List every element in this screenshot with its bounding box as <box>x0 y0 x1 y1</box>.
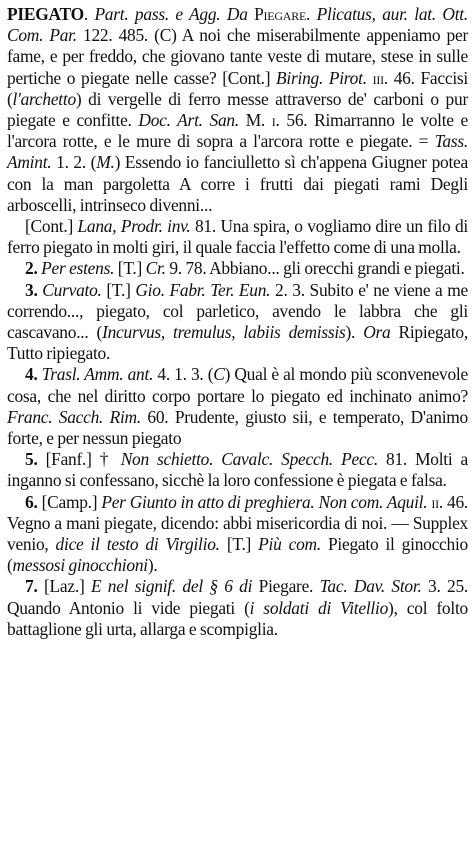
entry-headword-paragraph <box>7 4 468 216</box>
text-run: M. <box>238 110 272 131</box>
text-run: 1. 2. ( <box>51 152 97 173</box>
text-run: . <box>306 4 317 24</box>
text-run: 60. Prudente, giusto sii, e temperato, D'animo forte, e per nessun piegato <box>7 406 469 449</box>
text-run: ) Essendo io fanciulletto sì ch'appena Giugner potea con la man pargoletta A corre i frutti dai piegati rami Degli arboscelli, intrinseco divenni... <box>7 152 468 215</box>
text-run: ) Qual è al mondo più sconvenevole cosa, che nel diritto corpo portare lo piegato ed inchinato animo? <box>7 364 468 406</box>
text-run: Tass. Amint. <box>7 131 468 173</box>
text-run: dice il testo di Virgilio. <box>55 534 220 555</box>
sense-4-paragraph <box>7 364 468 449</box>
text-run: 4. 1. 3. ( <box>153 364 214 385</box>
sense-7-paragraph <box>7 576 468 640</box>
text-run: PIEGATO <box>7 4 84 24</box>
text-run: 5. <box>25 449 46 470</box>
text-run: Plicatus, aur. lat. Ott. Com. Par. <box>7 4 468 46</box>
text-run: l'archetto <box>12 88 76 109</box>
text-run: C <box>213 364 225 385</box>
text-run: i <box>271 110 276 131</box>
text-run: [Fanf.] † <box>45 449 121 470</box>
text-run: 2. <box>25 258 42 279</box>
sense-2-paragraph <box>7 258 468 279</box>
text-run: M. <box>96 152 115 173</box>
text-run: 81. Molti a inganno si confessano, sicchè la loro confessione è piegata e falsa. <box>7 449 468 491</box>
text-run: ). <box>147 555 158 576</box>
entry-citation-paragraph <box>7 216 468 258</box>
text-run: Tac. Dav. Stor. <box>319 576 422 597</box>
text-run: Part. pass. e Agg. Da <box>94 4 255 24</box>
text-run: 2. 3. Subito e' ne viene a me correndo..., piegato, col parletico, avendo le labbra che gli cascavano... ( <box>7 279 468 343</box>
text-run: i soldati di Vitellio <box>249 597 389 618</box>
sense-3-paragraph <box>7 280 468 365</box>
text-run: Più com. <box>258 534 321 555</box>
text-run: [Cont.] <box>25 216 78 237</box>
text-run: iii <box>372 67 384 88</box>
text-run: ). <box>345 322 364 343</box>
text-run: messosi ginocchioni <box>12 555 148 576</box>
text-run: . 56. Rimarranno le volte e l'arcora rotte, e le mure di sopra a l'arcora rotte e piegate. = <box>7 110 468 152</box>
text-run: Curvato. <box>42 279 102 300</box>
text-run: Ora <box>363 322 391 343</box>
text-run: Ripiegato, Tutto ripiegato. <box>7 322 468 364</box>
sense-6-paragraph <box>7 492 468 577</box>
text-run: [Laz.] <box>44 576 91 597</box>
text-run: 6. <box>25 491 42 512</box>
text-run: [T.] <box>114 258 146 279</box>
text-run: Piegare. <box>252 576 320 597</box>
text-run: 9. 78. Abbiano... gli orecchi grandi e piegati. <box>165 258 465 279</box>
text-run: ii <box>431 491 439 512</box>
text-run: [T.] <box>101 279 136 300</box>
text-run: Franc. Sacch. Rim. <box>7 406 141 427</box>
text-run: ), col folto battaglione gli urta, allarga e scompiglia. <box>7 597 468 639</box>
text-run: . 46. Faccisi ( <box>7 67 468 109</box>
text-run: Trasl. Amm. ant. <box>41 364 154 385</box>
text-run: 81. Una spira, o vogliamo dire un filo di ferro piegato in molti giri, il quale faccia l'effetto come di una molla. <box>7 216 468 258</box>
text-run: . <box>83 4 95 24</box>
text-run: Gio. Fabr. Ter. Eun. <box>135 279 271 300</box>
text-run: E nel signif. del § 6 di <box>90 576 253 597</box>
text-run: Incurvus, tremulus, labiis demissis <box>102 322 346 343</box>
text-run: Cr. <box>145 258 166 279</box>
sense-5-paragraph <box>7 449 468 491</box>
text-run: Doc. Art. San. <box>138 110 239 131</box>
text-run: 122. 485. (C) A noi che miserabilmente appeniamo per fame, e per freddo, che giovano tante veste di mutare, stese in sulle pertiche o piegate nelle casse? [Cont.] <box>7 25 468 88</box>
text-run: Piegato il ginocchio ( <box>7 534 468 576</box>
text-run: Piegare <box>254 4 307 24</box>
text-run: 4. <box>25 364 42 385</box>
text-run: ) di vergelle di ferro messe attraverso de' carboni o pur piegate e confitte. <box>7 88 468 131</box>
text-run: Per estens. <box>41 258 115 279</box>
text-run: Lana, Prodr. inv. <box>77 216 191 237</box>
text-run: . 46. Vegno a mani piegate, dicendo: abbi misericordia di noi. — Supplex venio, <box>7 491 468 555</box>
text-run: 7. <box>25 576 44 597</box>
text-run: [T.] <box>219 534 259 555</box>
text-run: Biring. Pirot. <box>276 67 367 88</box>
text-run: Per Giunto in atto di preghiera. Non com. Aquil. <box>101 491 428 512</box>
text-run: 3. 25. Quando Antonio li vide piegati ( <box>7 576 468 618</box>
text-run: 3. <box>25 279 43 300</box>
text-run: [Camp.] <box>41 491 102 512</box>
text-run: Non schietto. Cavalc. Specch. Pecc. <box>120 449 378 470</box>
